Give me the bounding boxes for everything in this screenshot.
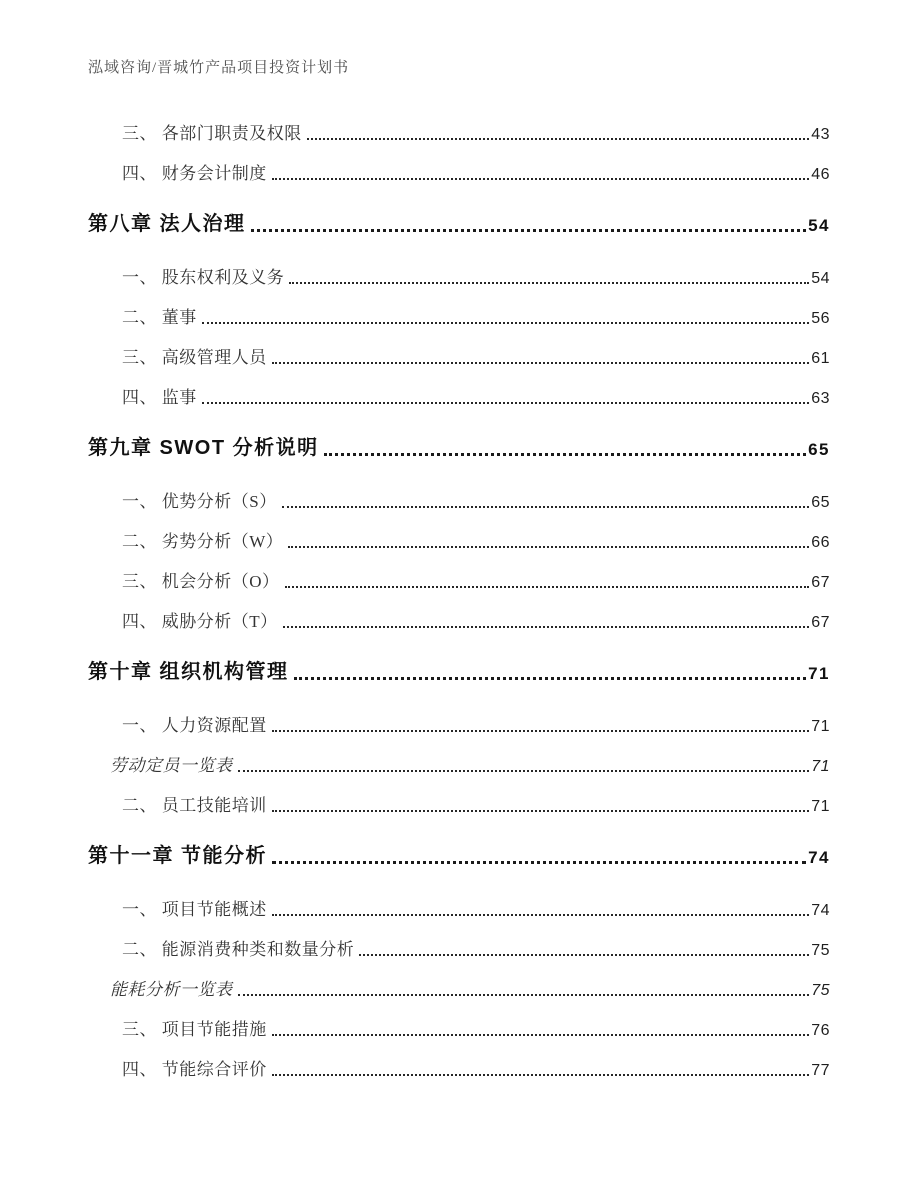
toc-entry-page: 71 bbox=[811, 757, 830, 775]
toc-entry-section[interactable] bbox=[0, 288, 920, 328]
toc-entry-page: 71 bbox=[808, 664, 830, 684]
toc-entry-label: 一、 股东权利及义务 bbox=[122, 268, 285, 288]
toc-entry-label: 能耗分析一览表 bbox=[110, 980, 233, 1000]
toc-entry-section[interactable] bbox=[0, 472, 920, 512]
dot-leader bbox=[359, 954, 809, 956]
toc-entry-page: 63 bbox=[811, 389, 830, 407]
toc-entry-label: 四、 财务会计制度 bbox=[122, 164, 267, 184]
toc-entry-label: 第十一章 节能分析 bbox=[88, 845, 268, 867]
toc-entry-page: 54 bbox=[808, 216, 830, 236]
toc-entry-page: 56 bbox=[811, 309, 830, 327]
toc-entry-chapter[interactable] bbox=[0, 826, 920, 868]
toc-entry-label: 三、 高级管理人员 bbox=[122, 348, 267, 368]
toc-entry-label: 第八章 法人治理 bbox=[88, 213, 246, 235]
dot-leader bbox=[272, 1034, 809, 1036]
toc-entry-label: 三、 各部门职责及权限 bbox=[122, 124, 302, 144]
toc-entry-section[interactable] bbox=[0, 880, 920, 920]
toc-entry-page: 67 bbox=[811, 613, 830, 631]
toc-entry-label: 四、 威胁分析（T） bbox=[122, 612, 278, 632]
toc-entry-label: 第九章 SWOT 分析说明 bbox=[88, 437, 319, 459]
dot-leader bbox=[272, 730, 809, 732]
toc-entry-chapter[interactable] bbox=[0, 642, 920, 684]
toc-entry-page: 67 bbox=[811, 573, 830, 591]
dot-leader bbox=[272, 362, 809, 364]
toc-entry-section[interactable] bbox=[0, 1040, 920, 1080]
toc-entry-label: 四、 监事 bbox=[122, 388, 197, 408]
toc-entry-section[interactable] bbox=[0, 552, 920, 592]
dot-leader bbox=[272, 178, 809, 180]
toc-entry-page: 43 bbox=[811, 125, 830, 143]
toc-entry-label: 二、 员工技能培训 bbox=[122, 796, 267, 816]
document-header: 泓域咨询/晋城竹产品项目投资计划书 bbox=[88, 60, 350, 76]
toc-entry-page: 71 bbox=[811, 717, 830, 735]
toc-entry-section[interactable] bbox=[0, 328, 920, 368]
dot-leader bbox=[324, 453, 806, 456]
toc-entry-label: 一、 人力资源配置 bbox=[122, 716, 267, 736]
toc-entry-page: 46 bbox=[811, 165, 830, 183]
dot-leader bbox=[285, 586, 810, 588]
toc-entry-page: 75 bbox=[811, 981, 830, 999]
toc-entry-section[interactable] bbox=[0, 104, 920, 144]
toc-entry-section[interactable] bbox=[0, 248, 920, 288]
toc-entry-chapter[interactable] bbox=[0, 194, 920, 236]
toc-entry-section[interactable] bbox=[0, 1000, 920, 1040]
toc-entry-caption[interactable] bbox=[0, 960, 920, 1000]
toc-entry-section[interactable] bbox=[0, 592, 920, 632]
dot-leader bbox=[289, 282, 809, 284]
toc-entry-caption[interactable] bbox=[0, 736, 920, 776]
toc-entry-label: 二、 董事 bbox=[122, 308, 197, 328]
toc-entry-section[interactable] bbox=[0, 776, 920, 816]
toc-entry-chapter[interactable] bbox=[0, 418, 920, 460]
dot-leader bbox=[272, 861, 806, 864]
toc-list bbox=[0, 104, 920, 1080]
toc-entry-label: 劳动定员一览表 bbox=[110, 756, 233, 776]
dot-leader bbox=[282, 506, 809, 508]
toc-entry-page: 61 bbox=[811, 349, 830, 367]
dot-leader bbox=[272, 914, 809, 916]
dot-leader bbox=[283, 626, 810, 628]
dot-leader bbox=[272, 810, 809, 812]
toc-entry-section[interactable] bbox=[0, 920, 920, 960]
toc-entry-label: 二、 劣势分析（W） bbox=[122, 532, 284, 552]
toc-entry-label: 三、 机会分析（O） bbox=[122, 572, 280, 592]
toc-entry-label: 一、 项目节能概述 bbox=[122, 900, 267, 920]
toc-entry-section[interactable] bbox=[0, 144, 920, 184]
toc-entry-page: 77 bbox=[811, 1061, 830, 1079]
dot-leader bbox=[238, 770, 810, 772]
dot-leader bbox=[202, 402, 809, 404]
dot-leader bbox=[238, 994, 810, 996]
dot-leader bbox=[272, 1074, 809, 1076]
toc-entry-page: 74 bbox=[811, 901, 830, 919]
dot-leader bbox=[307, 138, 809, 140]
toc-entry-page: 76 bbox=[811, 1021, 830, 1039]
toc-entry-page: 75 bbox=[811, 941, 830, 959]
dot-leader bbox=[202, 322, 809, 324]
toc-entry-label: 一、 优势分析（S） bbox=[122, 492, 277, 512]
toc-entry-section[interactable] bbox=[0, 696, 920, 736]
toc-entry-label: 四、 节能综合评价 bbox=[122, 1060, 267, 1080]
toc-entry-label: 二、 能源消费种类和数量分析 bbox=[122, 940, 355, 960]
toc-entry-section[interactable] bbox=[0, 512, 920, 552]
toc-entry-label: 三、 项目节能措施 bbox=[122, 1020, 267, 1040]
toc-entry-page: 65 bbox=[811, 493, 830, 511]
dot-leader bbox=[288, 546, 809, 548]
toc-entry-page: 65 bbox=[808, 440, 830, 460]
dot-leader bbox=[251, 229, 807, 232]
toc-entry-page: 74 bbox=[808, 848, 830, 868]
toc-entry-page: 54 bbox=[811, 269, 830, 287]
dot-leader bbox=[294, 677, 807, 680]
toc-entry-label: 第十章 组织机构管理 bbox=[88, 661, 289, 683]
toc-entry-page: 71 bbox=[811, 797, 830, 815]
toc-entry-page: 66 bbox=[811, 533, 830, 551]
toc-entry-section[interactable] bbox=[0, 368, 920, 408]
